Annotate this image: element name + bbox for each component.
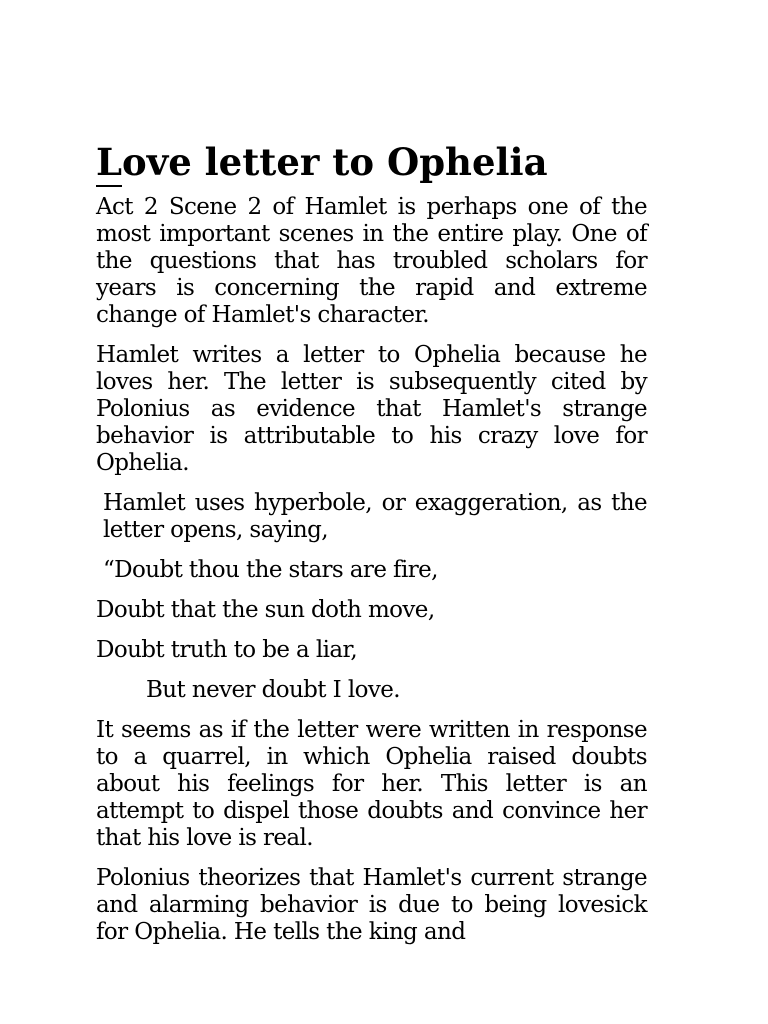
- paragraph-intro: Act 2 Scene 2 of Hamlet is perhaps one of the most important scenes in the entire play. One of the questions that has troubled scholars for years is concerning the rapid and extreme change of Hamlet's character.: [96, 194, 647, 328]
- paragraph-quarrel: It seems as if the letter were written in response to a quarrel, in which Ophelia raised doubts about his feelings for her. This letter is an attempt to dispel those doubts and convince her that his love is real.: [96, 717, 647, 851]
- verse-line-1: “Doubt thou the stars are fire,: [103, 557, 438, 583]
- document-page: [96, 136, 647, 959]
- paragraph-hyperbole: Hamlet uses hyperbole, or exaggeration, as the letter opens, saying,: [103, 490, 647, 543]
- page-title: [96, 136, 647, 188]
- verse-line-4: But never doubt I love.: [146, 677, 400, 703]
- title-first-letter: L: [96, 136, 122, 188]
- verse-line-3: Doubt truth to be a liar,: [96, 637, 358, 663]
- paragraph-letter: Hamlet writes a letter to Ophelia because he loves her. The letter is subsequently cited by Polonius as evidence that Hamlet's strange behavior is attributable to his crazy love for Ophelia.: [96, 342, 647, 476]
- title-rest: ove letter to Ophelia: [122, 140, 548, 184]
- paragraph-polonius: Polonius theorizes that Hamlet's current strange and alarming behavior is due to being lovesick for Ophelia. He tells the king and: [96, 865, 647, 945]
- verse-line-2: Doubt that the sun doth move,: [96, 597, 435, 623]
